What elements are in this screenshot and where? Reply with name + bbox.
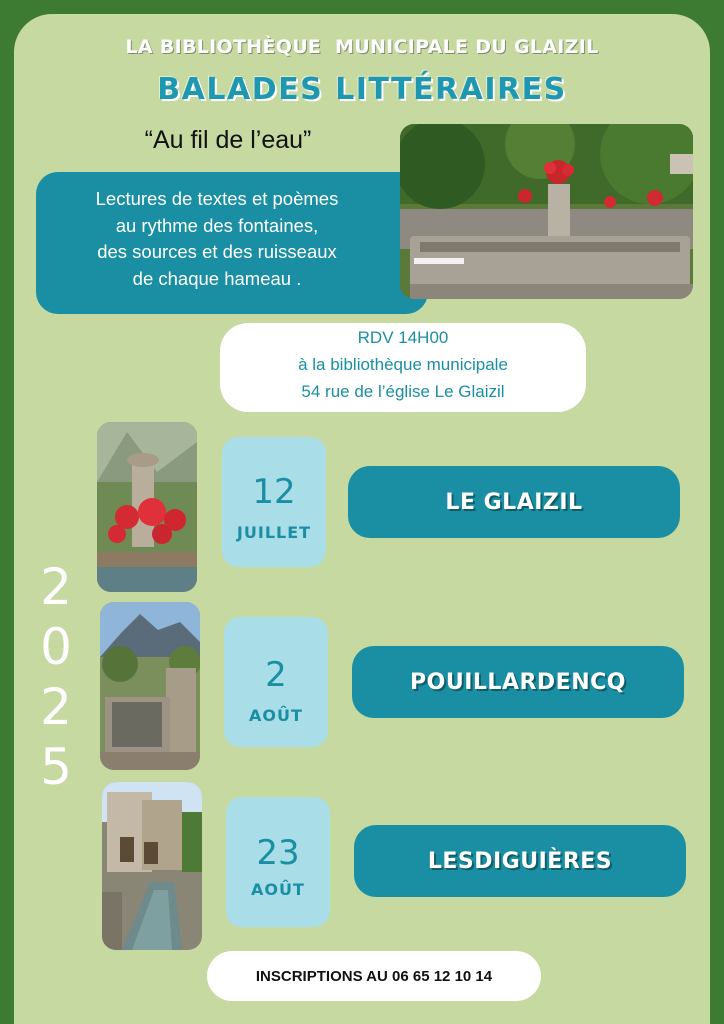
date-month: AOÛT (249, 706, 303, 725)
date-day: 12 (252, 472, 296, 512)
fountain-photo-glaizil-image (97, 422, 197, 592)
rdv-address: 54 rue de l’église Le Glaizil (301, 382, 505, 401)
fountain-photo-lesdiguieres-image (102, 782, 202, 950)
description-line: au rythme des fontaines, (115, 214, 319, 236)
fountain-photo-lesdiguieres (102, 782, 202, 950)
year-digit: 2 (40, 678, 72, 736)
date-day: 2 (265, 655, 287, 695)
rdv-location: à la bibliothèque municipale (298, 355, 508, 374)
inscriptions-phone: INSCRIPTIONS AU 06 65 12 10 14 (207, 951, 541, 1001)
fountain-photo-pouillardencq (100, 602, 200, 770)
place-lesdiguieres: LESDIGUIÈRES (354, 825, 686, 897)
date-day: 23 (256, 833, 300, 873)
year-digit: 0 (40, 618, 72, 676)
organization-name: LA BIBLIOTHÈQUE MUNICIPALE DU GLAIZIL (125, 36, 599, 58)
event-title: BALADES LITTÉRAIRES (157, 72, 567, 107)
year-digit: 5 (40, 738, 72, 796)
rdv-time: RDV 14H00 (357, 328, 449, 347)
description-line: Lectures de textes et poèmes (95, 188, 339, 209)
description-text (36, 186, 398, 292)
place-pouillardencq: POUILLARDENCQ (352, 646, 684, 718)
fountain-photo-main (400, 124, 693, 299)
year-digit: 2 (40, 558, 72, 616)
description-line: des sources et des ruisseaux (97, 241, 337, 262)
fountain-photo-pouillardencq-image (100, 602, 200, 770)
place-le-glaizil: LE GLAIZIL (348, 466, 680, 538)
fountain-photo-glaizil (97, 422, 197, 592)
event-subtitle: “Au fil de l’eau” (144, 126, 312, 154)
fountain-photo-main-image (400, 124, 693, 299)
date-month: AOÛT (251, 880, 305, 899)
description-line: de chaque hameau . (132, 267, 302, 289)
date-month: JUILLET (236, 523, 312, 542)
